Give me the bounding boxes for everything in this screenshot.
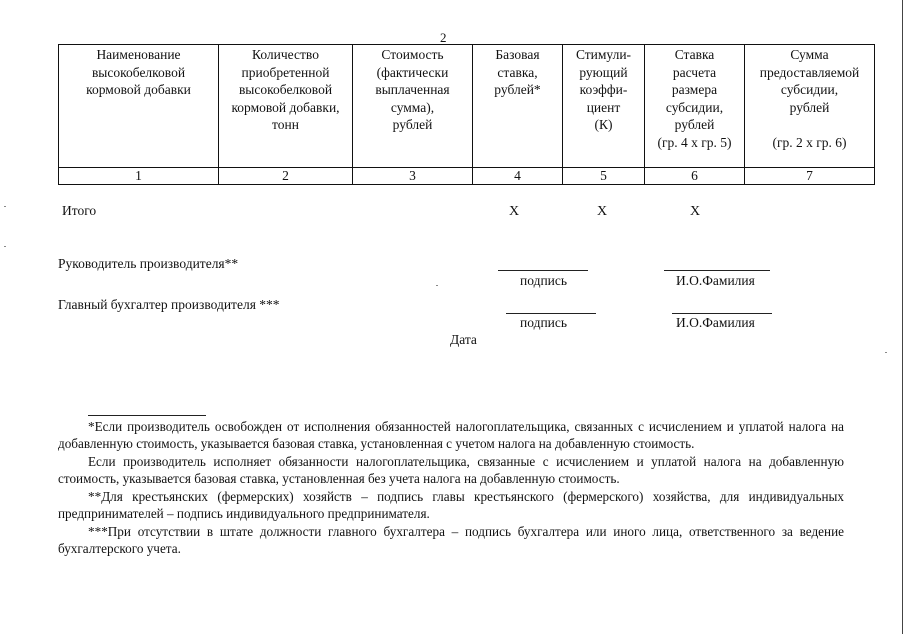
header-spacer xyxy=(747,116,872,134)
column-header xyxy=(473,45,563,168)
header-line: предоставляемой xyxy=(759,64,860,80)
header-line: Ставка xyxy=(674,47,715,62)
header-line: кормовой добавки, xyxy=(231,99,340,115)
column-number: 1 xyxy=(59,168,219,185)
page-edge xyxy=(902,0,903,634)
column-number: 3 xyxy=(353,168,473,185)
column-number: 5 xyxy=(563,168,645,185)
column-number: 2 xyxy=(219,168,353,185)
header-line: выплаченная xyxy=(375,82,450,97)
head-signature-caption: подпись xyxy=(520,273,568,288)
column-number-row xyxy=(59,168,875,185)
header-line: Количество xyxy=(252,47,319,62)
head-signatory-label: Руководитель производителя** xyxy=(58,256,239,271)
head-signature-line xyxy=(498,270,588,271)
header-line: расчета xyxy=(672,64,717,80)
header-line: субсидии, xyxy=(780,82,839,97)
column-header xyxy=(645,45,745,168)
header-line: Наименование xyxy=(96,47,181,62)
total-mark-col5: Х xyxy=(597,204,608,219)
date-label: Дата xyxy=(450,332,477,347)
column-header xyxy=(563,45,645,168)
column-number: 4 xyxy=(473,168,563,185)
scan-speck xyxy=(4,246,6,247)
accountant-signatory-label: Главный бухгалтер производителя *** xyxy=(58,297,280,312)
footnote-accountant-signature: ***При отсутствии в штате должности главного бухгалтера – подпись бухгалтера или иного лица, ответственного за ведение бухгалтерского учета. xyxy=(58,524,844,556)
header-line: коэффи- xyxy=(579,82,628,97)
total-label: Итого xyxy=(62,203,97,218)
footnote-vat-payer: Если производитель исполняет обязанности налогоплательщика, связанные с исчислением и уплатой налога на добавленную стоимость, указывается базовая ставка, установленная без учета налога на добавленную стоимость. xyxy=(58,454,844,486)
footnote-separator xyxy=(88,415,206,416)
accountant-name-line xyxy=(672,313,772,314)
head-name-line xyxy=(664,270,770,271)
header-line: Стимули- xyxy=(575,47,632,62)
header-line: субсидии, xyxy=(665,99,724,115)
header-line: высокобелковой xyxy=(238,82,333,97)
column-number: 6 xyxy=(645,168,745,185)
accountant-signature-caption: подпись xyxy=(520,315,568,330)
header-line: рублей xyxy=(674,117,715,132)
column-header xyxy=(219,45,353,168)
header-line: ставка, xyxy=(497,64,538,80)
header-line: тонн xyxy=(272,117,299,132)
header-line: рублей* xyxy=(494,82,541,97)
footnotes xyxy=(58,418,844,558)
header-line: приобретенной xyxy=(241,64,330,80)
header-line: рующий xyxy=(579,64,628,80)
header-line: Стоимость xyxy=(381,47,444,62)
scan-speck xyxy=(885,352,887,353)
column-header xyxy=(59,45,219,168)
header-line: размера xyxy=(671,82,718,97)
header-line: (гр. 2 х гр. 6) xyxy=(772,134,847,150)
header-line: Базовая xyxy=(495,47,540,62)
scan-speck xyxy=(436,285,438,286)
table-header-row xyxy=(59,45,875,168)
header-line: циент xyxy=(586,99,621,115)
header-line: (гр. 4 х гр. 5) xyxy=(657,134,732,150)
header-line: (фактически xyxy=(376,64,449,80)
footnote-vat-exempt: *Если производитель освобожден от исполнения обязанностей налогоплательщика, связанных с исчислением и уплатой налога на добавленную стоимость, указывается базовая ставка, установленная с учетом налога на добавленную стоимость. xyxy=(58,419,844,451)
column-header xyxy=(353,45,473,168)
scan-speck xyxy=(4,206,6,207)
accountant-signature-line xyxy=(506,313,596,314)
column-header xyxy=(745,45,875,168)
header-line: рублей xyxy=(392,117,433,132)
total-mark-col4: Х xyxy=(509,204,520,219)
subsidy-table xyxy=(58,44,875,185)
header-line: сумма), xyxy=(390,99,435,115)
header-line: рублей xyxy=(789,99,830,115)
total-mark-col6: Х xyxy=(690,204,701,219)
header-line: высокобелковой xyxy=(91,64,186,80)
head-name-caption: И.О.Фамилия xyxy=(676,273,755,288)
header-line: кормовой добавки xyxy=(86,82,191,97)
accountant-name-caption: И.О.Фамилия xyxy=(676,315,755,330)
header-line: (К) xyxy=(594,117,613,132)
page-number: 2 xyxy=(440,30,447,45)
header-line: Сумма xyxy=(790,47,829,62)
footnote-farm-signature: **Для крестьянских (фермерских) хозяйств – подпись главы крестьянского (фермерского) хозяйства, для индивидуальных предпринимателей – подпись индивидуального предпринимателя. xyxy=(58,489,844,521)
column-number: 7 xyxy=(745,168,875,185)
